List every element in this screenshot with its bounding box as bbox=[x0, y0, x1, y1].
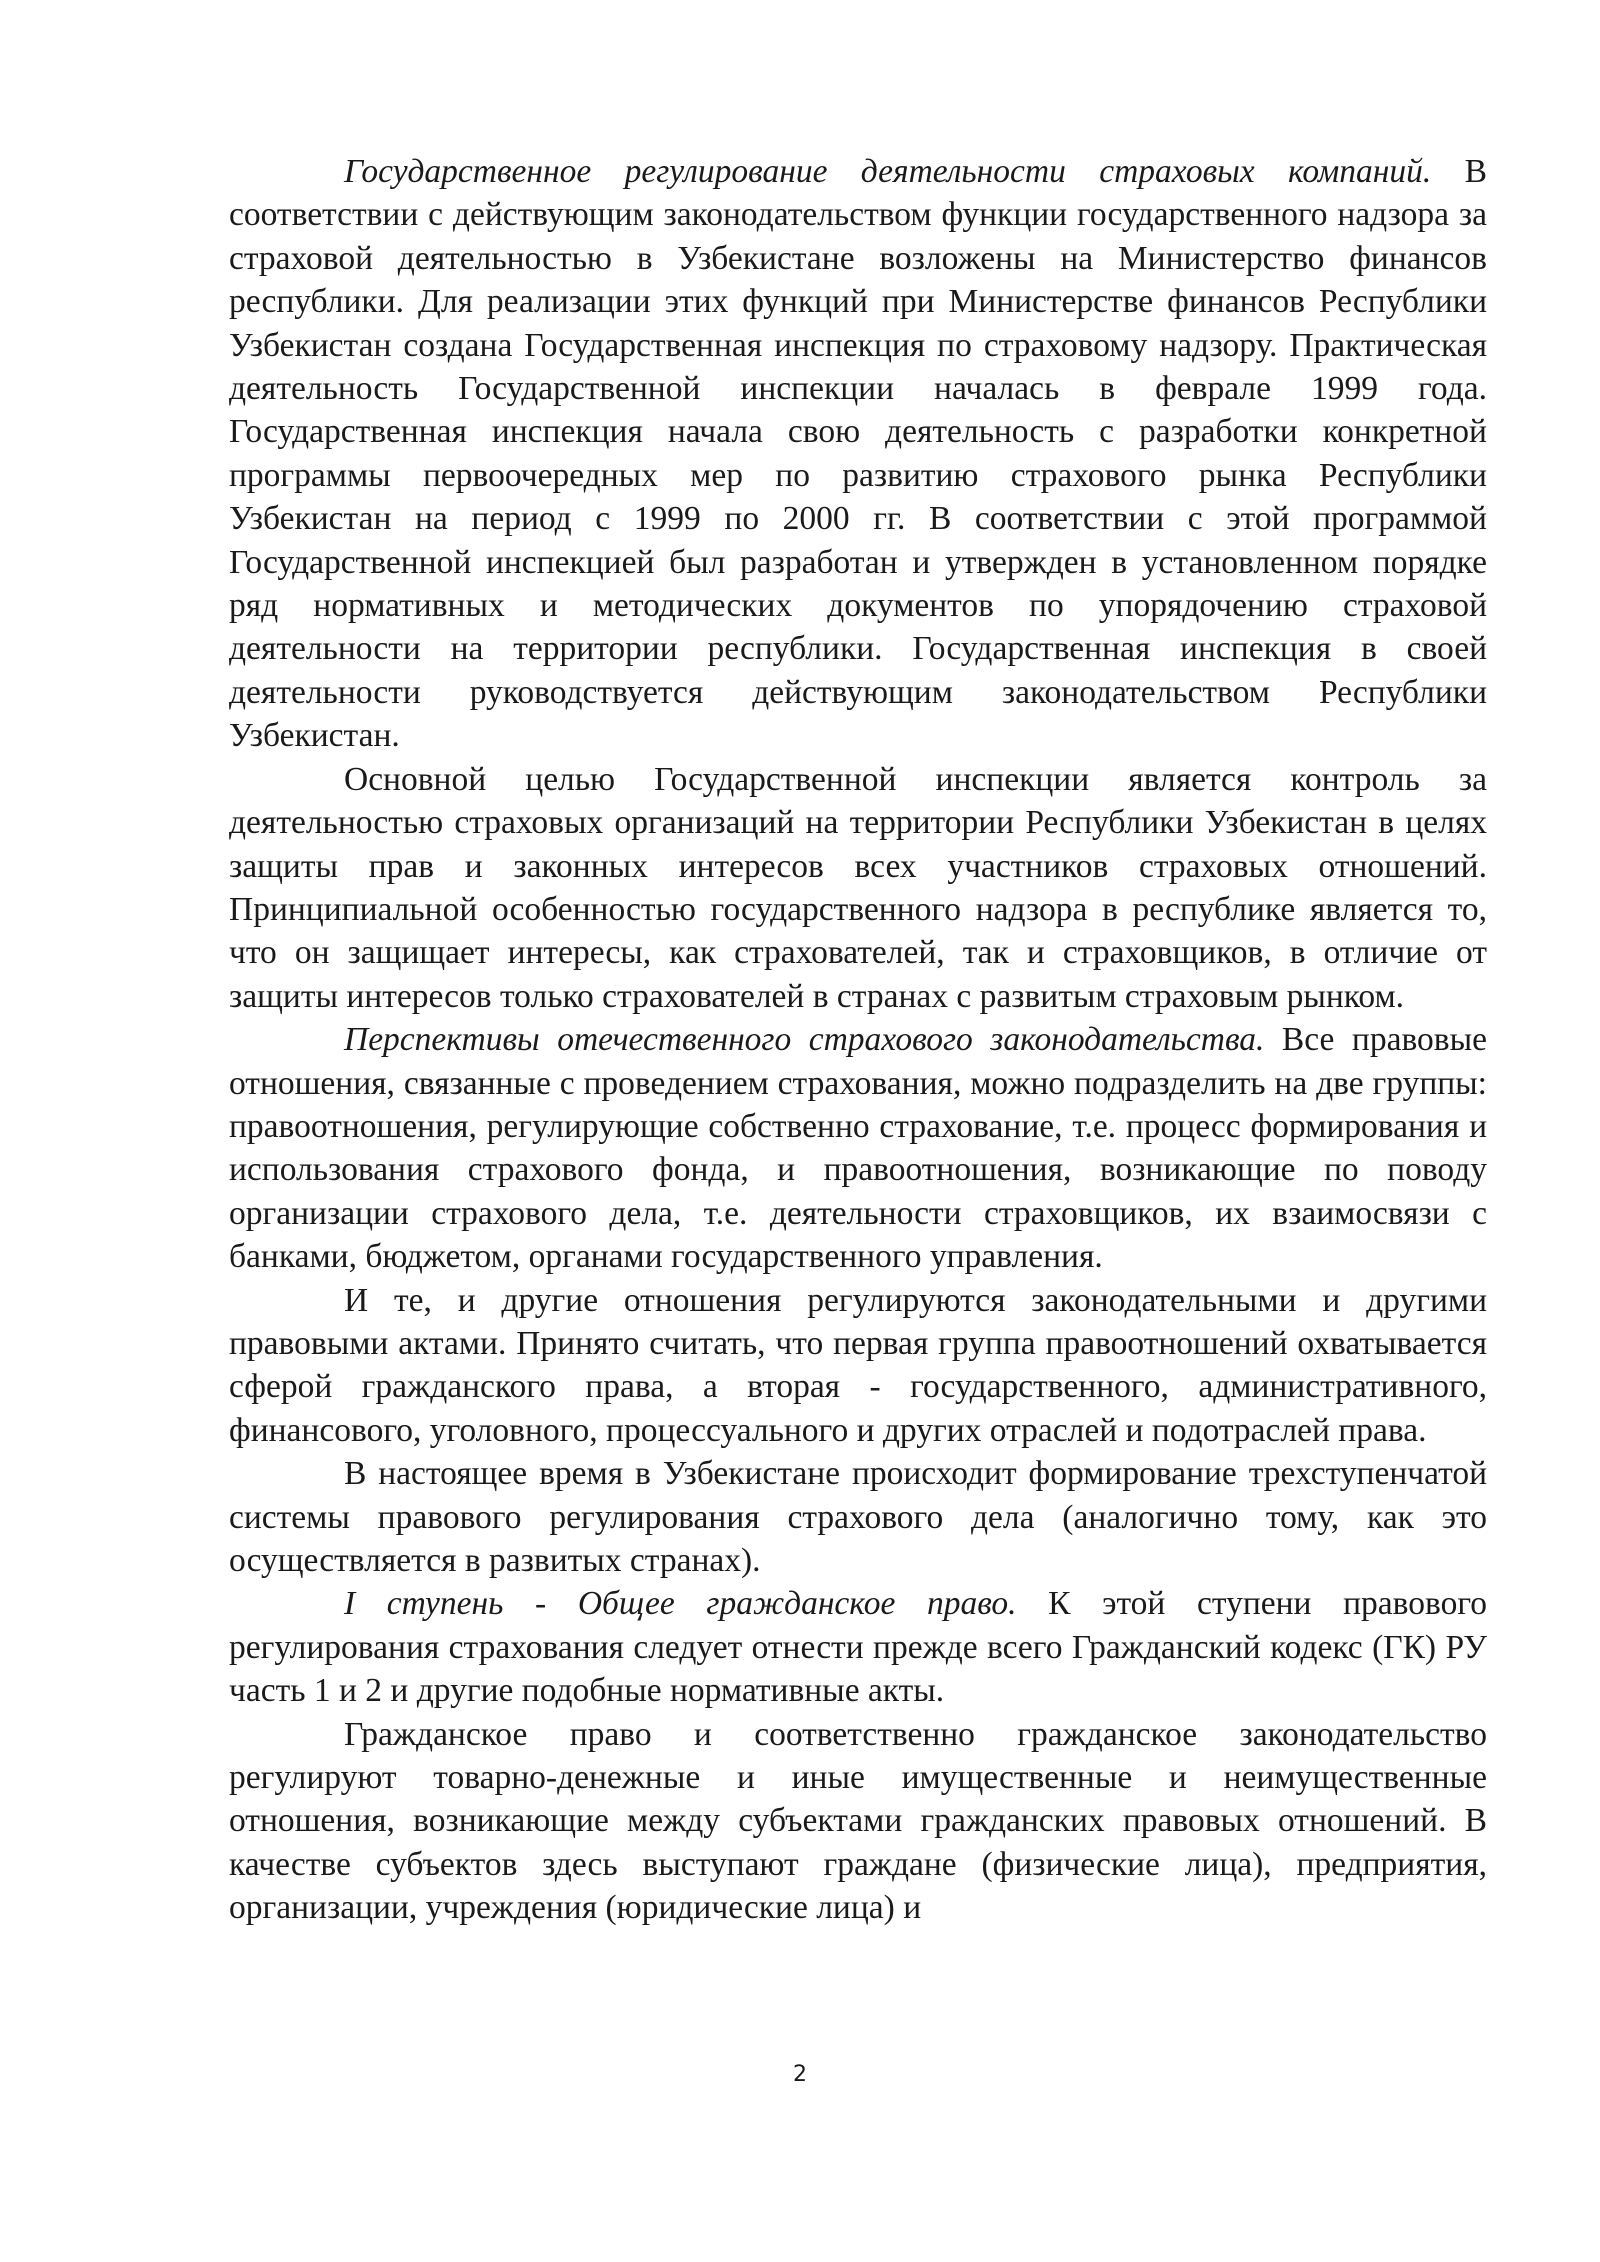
paragraph-state-regulation bbox=[229, 150, 1487, 758]
paragraph-heading: Государственное регулирование деятельности страховых компаний. bbox=[344, 153, 1432, 190]
paragraph-text: И те, и другие отношения регулируются законодательными и другими правовыми актами. Принято считать, что первая группа правоотношений охватывается сферой гражданского права, а вторая - государственного, административного, финансового, уголовного, процессуального и других отраслей и подотраслей права. bbox=[229, 1281, 1487, 1449]
paragraph-legal-acts bbox=[229, 1279, 1487, 1453]
paragraph-heading: I ступень - Общее гражданское право. bbox=[344, 1585, 1017, 1623]
paragraph-text: Основной целью Государственной инспекции является контроль за деятельностью страховых организаций на территории Республики Узбекистан в целях защиты прав и законных интересов всех участников страховых отношений. Принципиальной особенностью государственного надзора в республике является то, что он защищает интересы, как страхователей, так и страховщиков, в отличие от защиты интересов только страхователей в странах с развитым страховым рынком. bbox=[229, 760, 1487, 1015]
paragraph-text: В соответствии с действующим законодательством функции государственного надзора за страховой деятельностью в Узбекистане возложены на Министерство финансов республики. Для реализации этих функций при Министерстве финансов Республики Узбекистан создана Государственная инспекция по страховому надзору. Практическая деятельность Государственной инспекции началась в феврале 1999 года. Государственная инспекция начала свою деятельность с разработки конкретной программы первоочередных мер по развитию страхового рынка Республики Узбекистан на период с 1999 по 2000 гг. В соответствии с этой программой Государственной инспекцией был разработан и утвержден в установленном порядке ряд нормативных и методических документов по упорядочению страховой деятельности на территории республики. Государственная инспекция в своей деятельности руководствуется действующим законодательством Республики Узбекистан. bbox=[229, 153, 1487, 755]
paragraph-civil-law bbox=[229, 1713, 1487, 1930]
paragraph-text: К этой ступени правового регулирования страхования следует отнести прежде всего Гражданский кодекс (ГК) РУ часть 1 и 2 и другие подобные нормативные акты. bbox=[229, 1585, 1487, 1710]
paragraph-inspection-goal bbox=[229, 758, 1487, 1018]
paragraph-heading: Перспективы отечественного страхового законодательства. bbox=[344, 1021, 1265, 1059]
page-number: 2 bbox=[793, 2062, 807, 2087]
paragraph-text: Все правовые отношения, связанные с проведением страхования, можно подразделить на две группы: правоотношения, регулирующие собственно страхование, т.е. процесс формирования и использования страхового фонда, и правоотношения, возникающие по поводу организации страхового дела, т.е. деятельности страховщиков, их взаимосвязи с банками, бюджетом, органами государственного управления. bbox=[229, 1021, 1487, 1276]
paragraph-three-level-system bbox=[229, 1452, 1487, 1582]
body-text bbox=[229, 150, 1487, 1930]
paragraph-text: В настоящее время в Узбекистане происходит формирование трехступенчатой системы правового регулирования страхового дела (аналогично тому, как это осуществляется в развитых странах). bbox=[229, 1455, 1487, 1579]
paragraph-level-one bbox=[229, 1582, 1487, 1712]
paragraph-text: Гражданское право и соответственно гражданское законодательство регулируют товарно-денежные и иные имущественные и неимущественные отношения, возникающие между субъектами гражданских правовых отношений. В качестве субъектов здесь выступают граждане (физические лица), предприятия, организации, учреждения (юридические лица) и bbox=[229, 1715, 1487, 1927]
paragraph-legislation-prospects bbox=[229, 1018, 1487, 1278]
